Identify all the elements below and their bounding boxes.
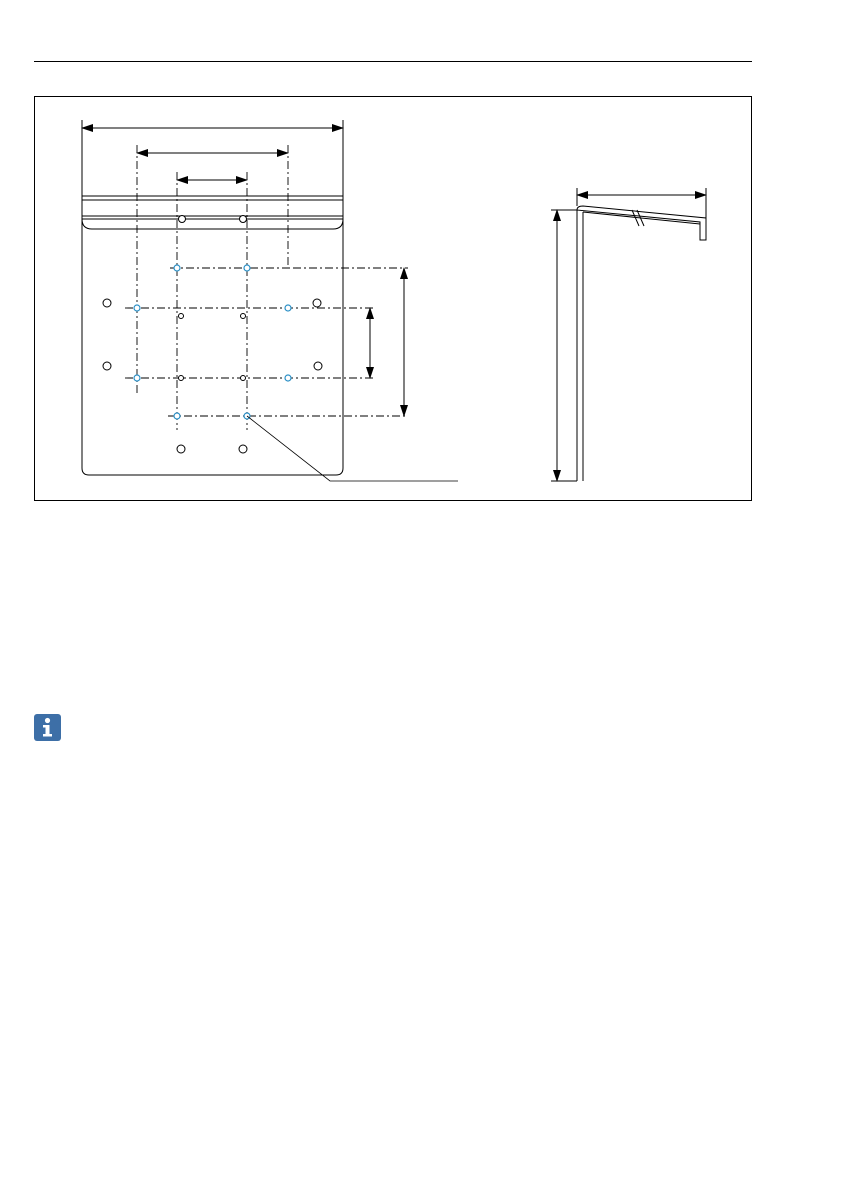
side-dimension-lines	[551, 188, 706, 481]
front-dimension-lines	[82, 120, 404, 416]
plate-outline	[82, 196, 343, 475]
info-icon	[34, 714, 61, 741]
info-glyph	[34, 714, 61, 741]
hole-leader-line	[247, 416, 458, 481]
center-lines	[125, 145, 408, 430]
mounting-holes-highlighted	[134, 265, 291, 419]
side-view-profile	[577, 206, 706, 481]
plate-holes	[103, 216, 322, 454]
